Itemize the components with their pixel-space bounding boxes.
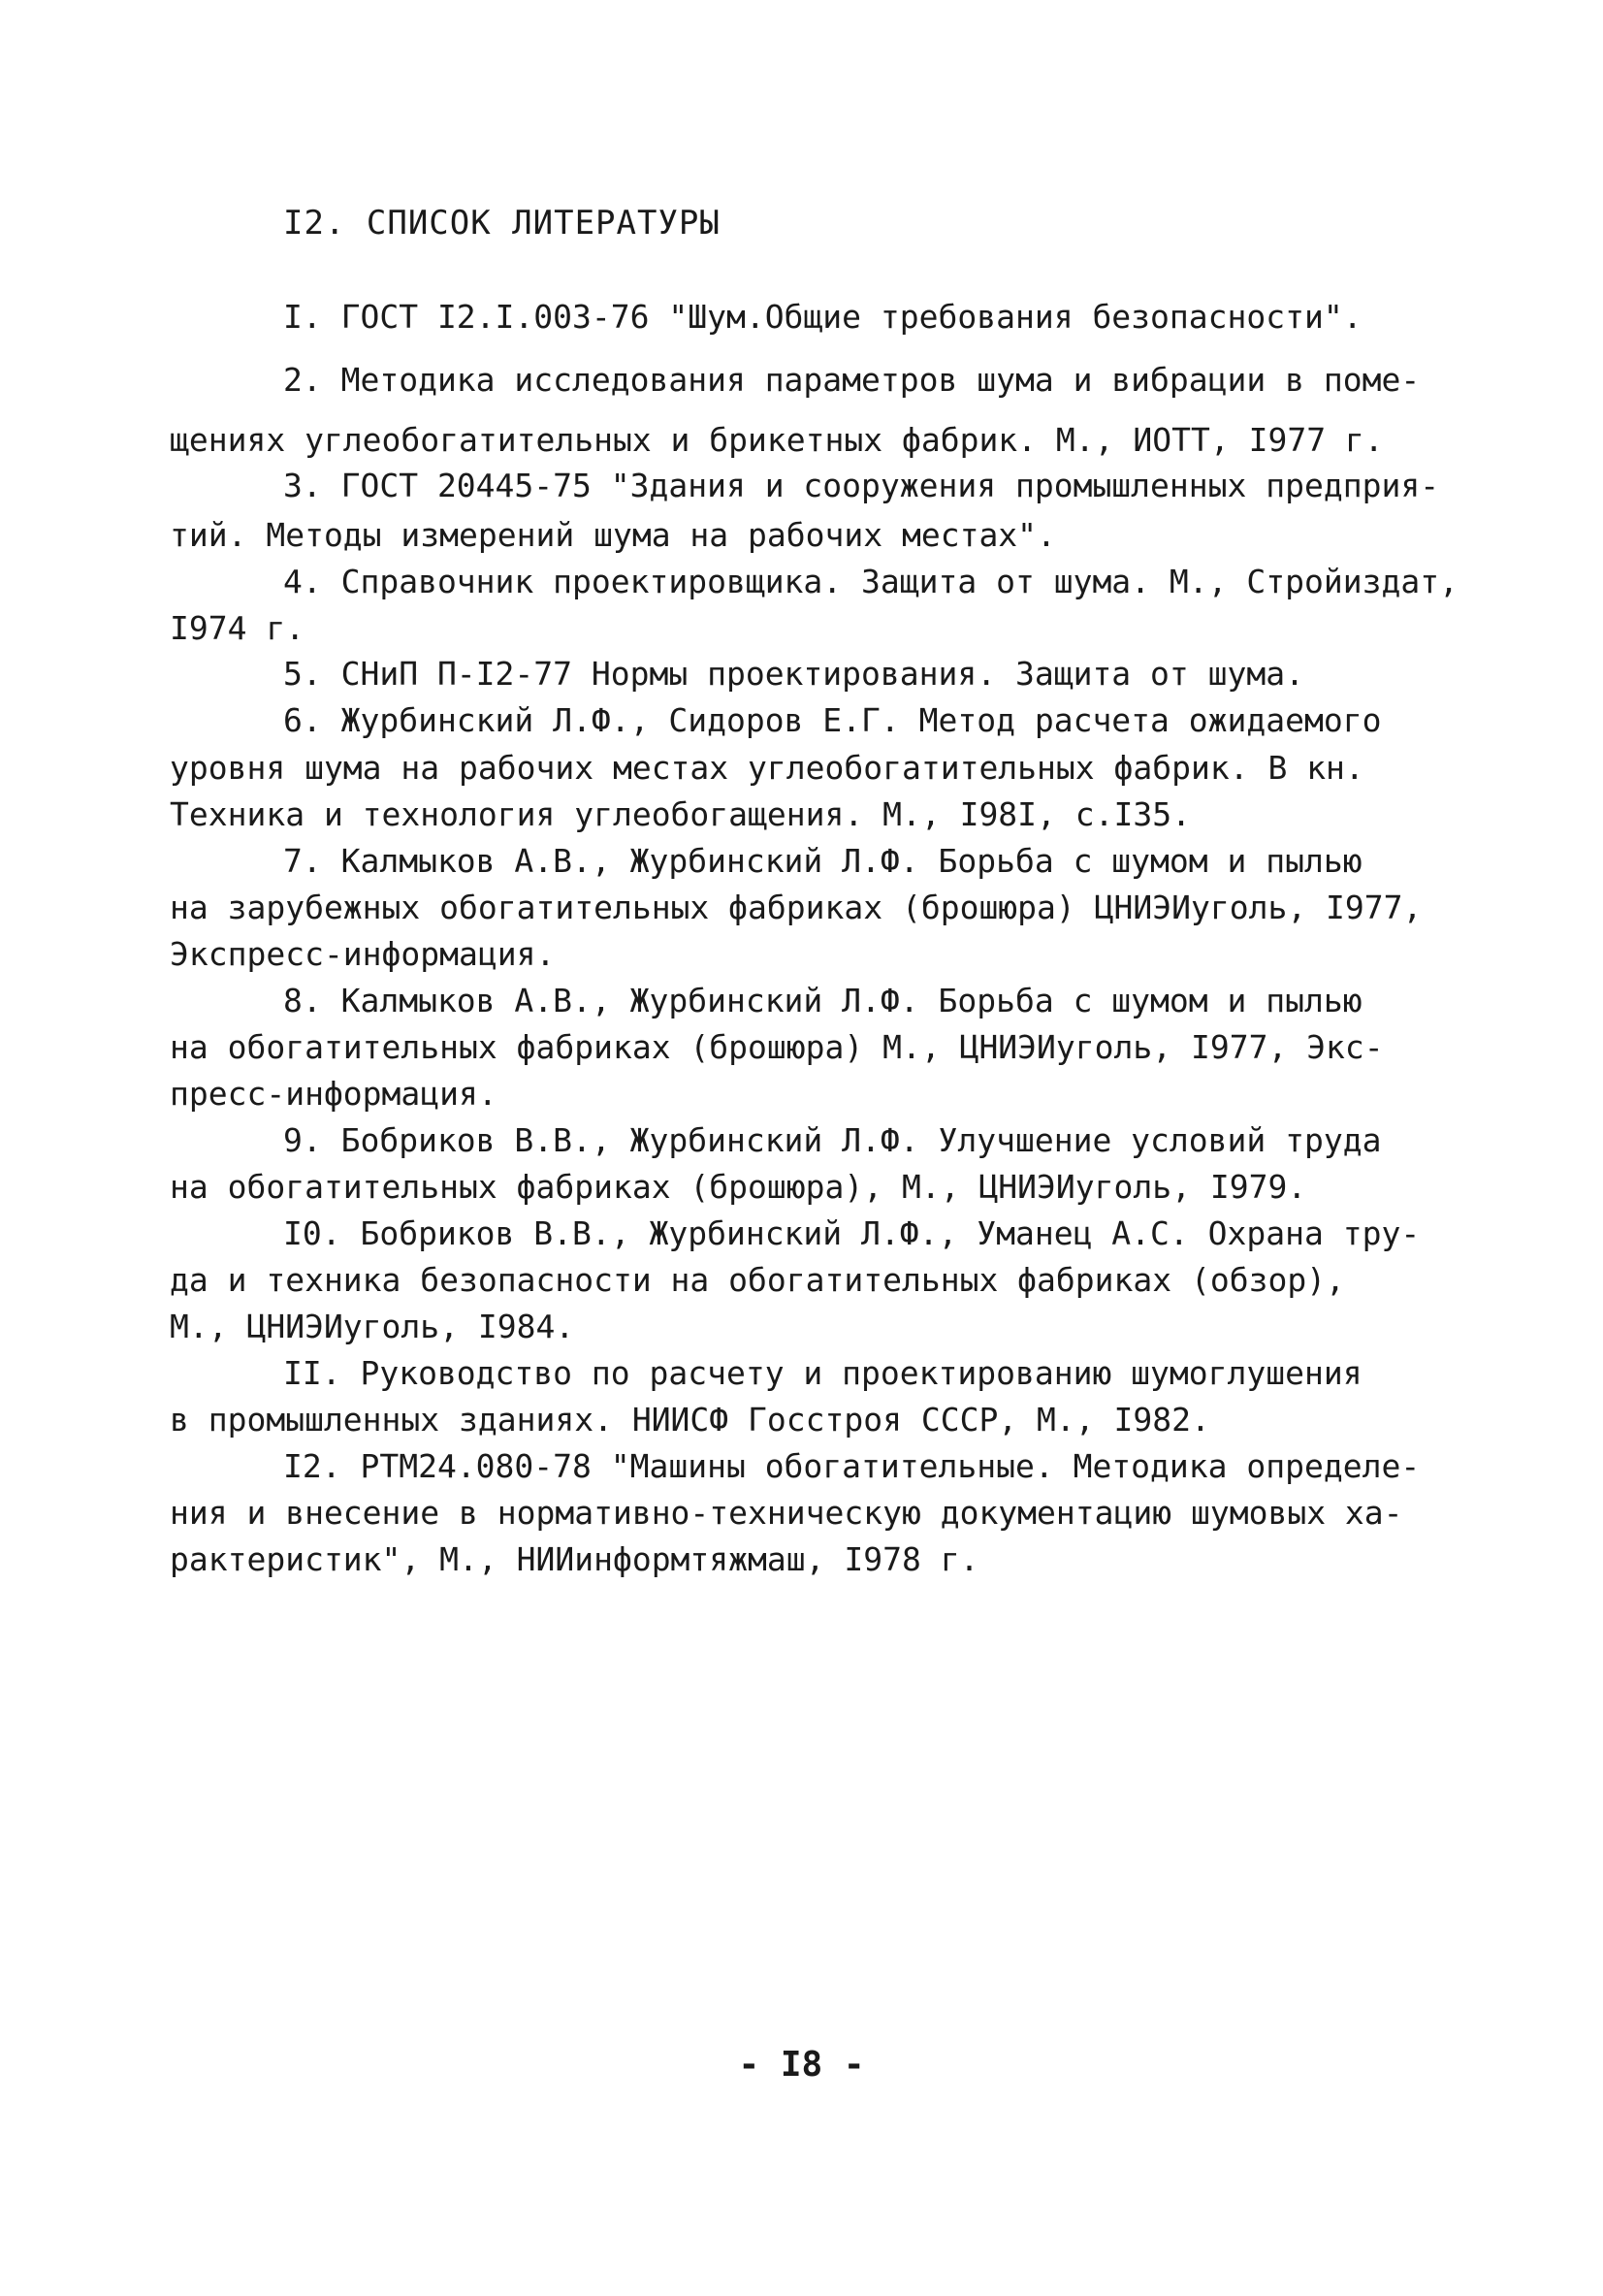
reference-item-8-line-3: пресс-информация. [170,1075,497,1113]
reference-item-2-line-2: щениях углеобогатительных и брикетных фабрик. М., ИОТТ, I977 г. [170,421,1384,459]
reference-item-7-line-3: Экспресс-информация. [170,935,556,973]
reference-item-5-line-1: 5. СНиП П-I2-77 Нормы проектирования. Защита от шума. [283,655,1304,693]
reference-item-4-line-1: 4. Справочник проектировщика. Защита от шума. М., Стройиздат, [283,563,1459,600]
reference-item-7-line-1: 7. Калмыков А.В., Журбинский Л.Ф. Борьба с шумом и пылью [283,842,1363,880]
page-number: - I8 - [738,2045,865,2085]
reference-item-12-line-3: рактеристик", М., НИИинформтяжмаш, I978 г. [170,1540,979,1578]
reference-item-7-line-2: на зарубежных обогатительных фабриках (брошюра) ЦНИЭИуголь, I977, [170,889,1423,926]
reference-item-12-line-2: ния и внесение в нормативно-техническую документацию шумовых ха- [170,1494,1403,1532]
reference-item-6-line-2: уровня шума на рабочих местах углеобогатительных фабрик. В кн. [170,749,1364,787]
reference-item-9-line-2: на обогатительных фабриках (брошюра), М., ЦНИЭИуголь, I979. [170,1168,1307,1206]
reference-item-8-line-1: 8. Калмыков А.В., Журбинский Л.Ф. Борьба с шумом и пылью [283,982,1363,1019]
reference-item-10-line-1: I0. Бобриков В.В., Журбинский Л.Ф., Уманец А.С. Охрана тру- [283,1214,1421,1252]
reference-item-3-line-2: тий. Методы измерений шума на рабочих местах". [170,516,1056,554]
reference-item-11-line-2: в промышленных зданиях. НИИСФ Госстроя СССР, М., I982. [170,1401,1210,1439]
page-title: I2. СПИСОК ЛИТЕРАТУРЫ [283,204,721,243]
reference-item-6-line-3: Техника и технология углеобогащения. М., I98I, с.I35. [170,795,1191,833]
reference-item-3-line-1: 3. ГОСТ 20445-75 "Здания и сооружения промышленных предприя- [283,467,1440,504]
reference-item-1-line-1: I. ГОСТ I2.I.003-76 "Шум.Общие требования безопасности". [283,298,1363,336]
reference-item-2-line-1: 2. Методика исследования параметров шума и вибрации в поме- [283,361,1421,399]
reference-item-4-line-2: I974 г. [170,609,305,647]
reference-item-10-line-2: да и техника безопасности на обогатительных фабриках (обзор), [170,1261,1345,1299]
reference-item-10-line-3: М., ЦНИЭИуголь, I984. [170,1308,575,1345]
reference-item-8-line-2: на обогатительных фабриках (брошюра) М., ЦНИЭИуголь, I977, Экс- [170,1028,1384,1066]
reference-item-9-line-1: 9. Бобриков В.В., Журбинский Л.Ф. Улучшение условий труда [283,1121,1382,1159]
reference-item-12-line-1: I2. РТМ24.080-78 "Машины обогатительные. Методика определе- [283,1447,1421,1485]
reference-item-6-line-1: 6. Журбинский Л.Ф., Сидоров Е.Г. Метод расчета ожидаемого [283,701,1382,739]
reference-item-11-line-1: II. Руководство по расчету и проектированию шумоглушения [283,1354,1363,1392]
